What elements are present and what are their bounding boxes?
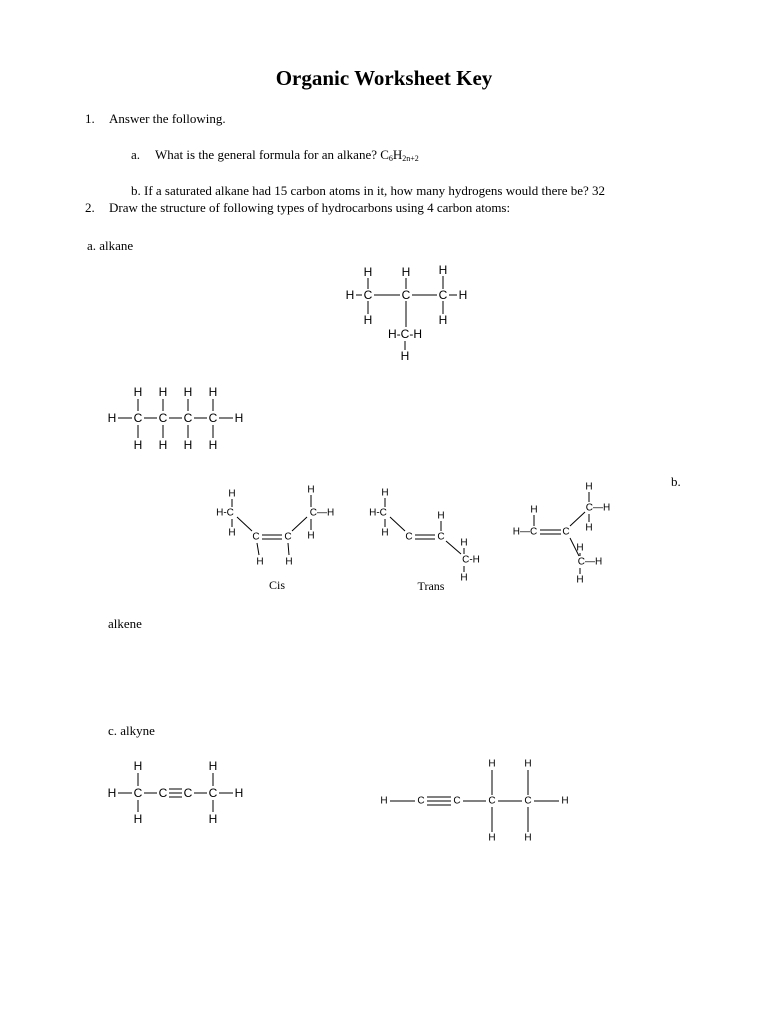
svg-text:C: C [437, 531, 445, 543]
svg-text:H-C: H-C [369, 507, 387, 519]
trans-label: Trans [417, 579, 445, 593]
svg-text:C: C [183, 786, 193, 800]
svg-text:H: H [524, 758, 532, 770]
svg-text:H: H [401, 265, 411, 279]
methylpropene-structure [513, 482, 610, 586]
svg-text:H: H [488, 758, 496, 770]
cis-butene-structure [216, 485, 334, 568]
svg-text:H: H [561, 795, 569, 807]
svg-text:H: H [234, 411, 244, 425]
svg-text:H: H [307, 530, 315, 542]
svg-text:H: H [437, 510, 445, 522]
svg-text:C: C [158, 411, 168, 425]
svg-text:H-C-H: H-C-H [388, 327, 422, 341]
page-title: Organic Worksheet Key [275, 66, 493, 90]
isobutane-structure [346, 263, 468, 363]
svg-text:H: H [381, 487, 389, 499]
svg-text:H: H [183, 438, 193, 452]
svg-text:C: C [405, 531, 413, 543]
svg-text:H: H [228, 488, 236, 500]
svg-text:H: H [133, 438, 143, 452]
alkyne-label: c. alkyne [108, 723, 155, 738]
svg-text:H: H [380, 795, 388, 807]
svg-text:H: H [460, 572, 468, 584]
svg-text:C: C [133, 411, 143, 425]
svg-text:H: H [400, 349, 410, 363]
svg-text:C: C [183, 411, 193, 425]
svg-text:H: H [585, 481, 593, 493]
q1a-h: H [392, 147, 403, 162]
svg-text:H: H [438, 313, 448, 327]
svg-text:H: H [576, 542, 584, 554]
svg-text:C: C [252, 531, 260, 543]
svg-text:H: H [585, 522, 593, 534]
svg-text:H: H [345, 288, 355, 302]
svg-text:H: H [107, 786, 117, 800]
alkane-label: a. alkane [87, 238, 134, 253]
svg-text:H: H [208, 812, 218, 826]
svg-text:H: H [183, 385, 193, 399]
svg-text:C: C [208, 411, 218, 425]
svg-text:H: H [234, 786, 244, 800]
q1a-text: What is the general formula for an alkane? C [155, 147, 389, 162]
svg-text:H: H [158, 385, 168, 399]
butyne-2-structure [108, 759, 244, 826]
svg-text:H: H [460, 537, 468, 549]
q1a-sub1: 6 [388, 154, 393, 163]
svg-text:H: H [228, 527, 236, 539]
trans-butene-structure [369, 488, 480, 584]
svg-text:H: H [256, 556, 264, 568]
svg-text:C: C [158, 786, 168, 800]
svg-text:C: C [524, 795, 532, 807]
svg-text:H: H [158, 438, 168, 452]
svg-text:C: C [401, 288, 411, 302]
svg-text:C—H: C—H [309, 507, 335, 519]
svg-text:C-H: C-H [462, 554, 480, 566]
q2-text: Draw the structure of following types of hydrocarbons using 4 carbon atoms: [109, 200, 511, 215]
svg-text:C: C [208, 786, 218, 800]
svg-text:C: C [363, 288, 373, 302]
svg-text:H: H [285, 556, 293, 568]
svg-text:C: C [133, 786, 143, 800]
svg-text:C—H: C—H [585, 502, 611, 514]
svg-text:C: C [438, 288, 448, 302]
q1-number: 1. [85, 111, 95, 126]
q1-text: Answer the following. [109, 111, 226, 126]
svg-text:H: H [208, 385, 218, 399]
svg-text:H: H [576, 574, 584, 586]
svg-text:H: H [530, 504, 538, 516]
svg-text:C: C [562, 526, 570, 538]
svg-text:C: C [488, 795, 496, 807]
alkene-label: alkene [108, 616, 142, 631]
svg-text:H: H [381, 527, 389, 539]
svg-text:H: H [488, 832, 496, 844]
svg-text:H-C: H-C [216, 507, 234, 519]
svg-text:H: H [133, 759, 143, 773]
svg-text:H: H [208, 759, 218, 773]
svg-text:H: H [208, 438, 218, 452]
svg-text:H: H [363, 265, 373, 279]
svg-text:H: H [458, 288, 468, 302]
svg-text:H: H [133, 385, 143, 399]
svg-text:H: H [363, 313, 373, 327]
svg-text:C: C [453, 795, 461, 807]
b-label: b. [671, 474, 681, 489]
q1a-sub2: 2n+2 [402, 154, 419, 163]
svg-text:H: H [307, 484, 315, 496]
q1b-question: b. If a saturated alkane had 15 carbon atoms in it, how many hydrogens would there be? 32 [131, 183, 605, 198]
butane-structure [108, 385, 244, 452]
svg-text:C—H: C—H [577, 556, 603, 568]
svg-text:C: C [417, 795, 425, 807]
svg-text:C: C [284, 531, 292, 543]
svg-text:H: H [133, 812, 143, 826]
svg-text:H—C: H—C [512, 526, 538, 538]
butyne-1-structure [380, 759, 568, 844]
svg-text:H: H [524, 832, 532, 844]
q1a-letter: a. [131, 147, 141, 162]
svg-text:H: H [107, 411, 117, 425]
cis-label: Cis [268, 578, 286, 592]
q2-number: 2. [85, 200, 95, 215]
svg-text:H: H [438, 263, 448, 277]
